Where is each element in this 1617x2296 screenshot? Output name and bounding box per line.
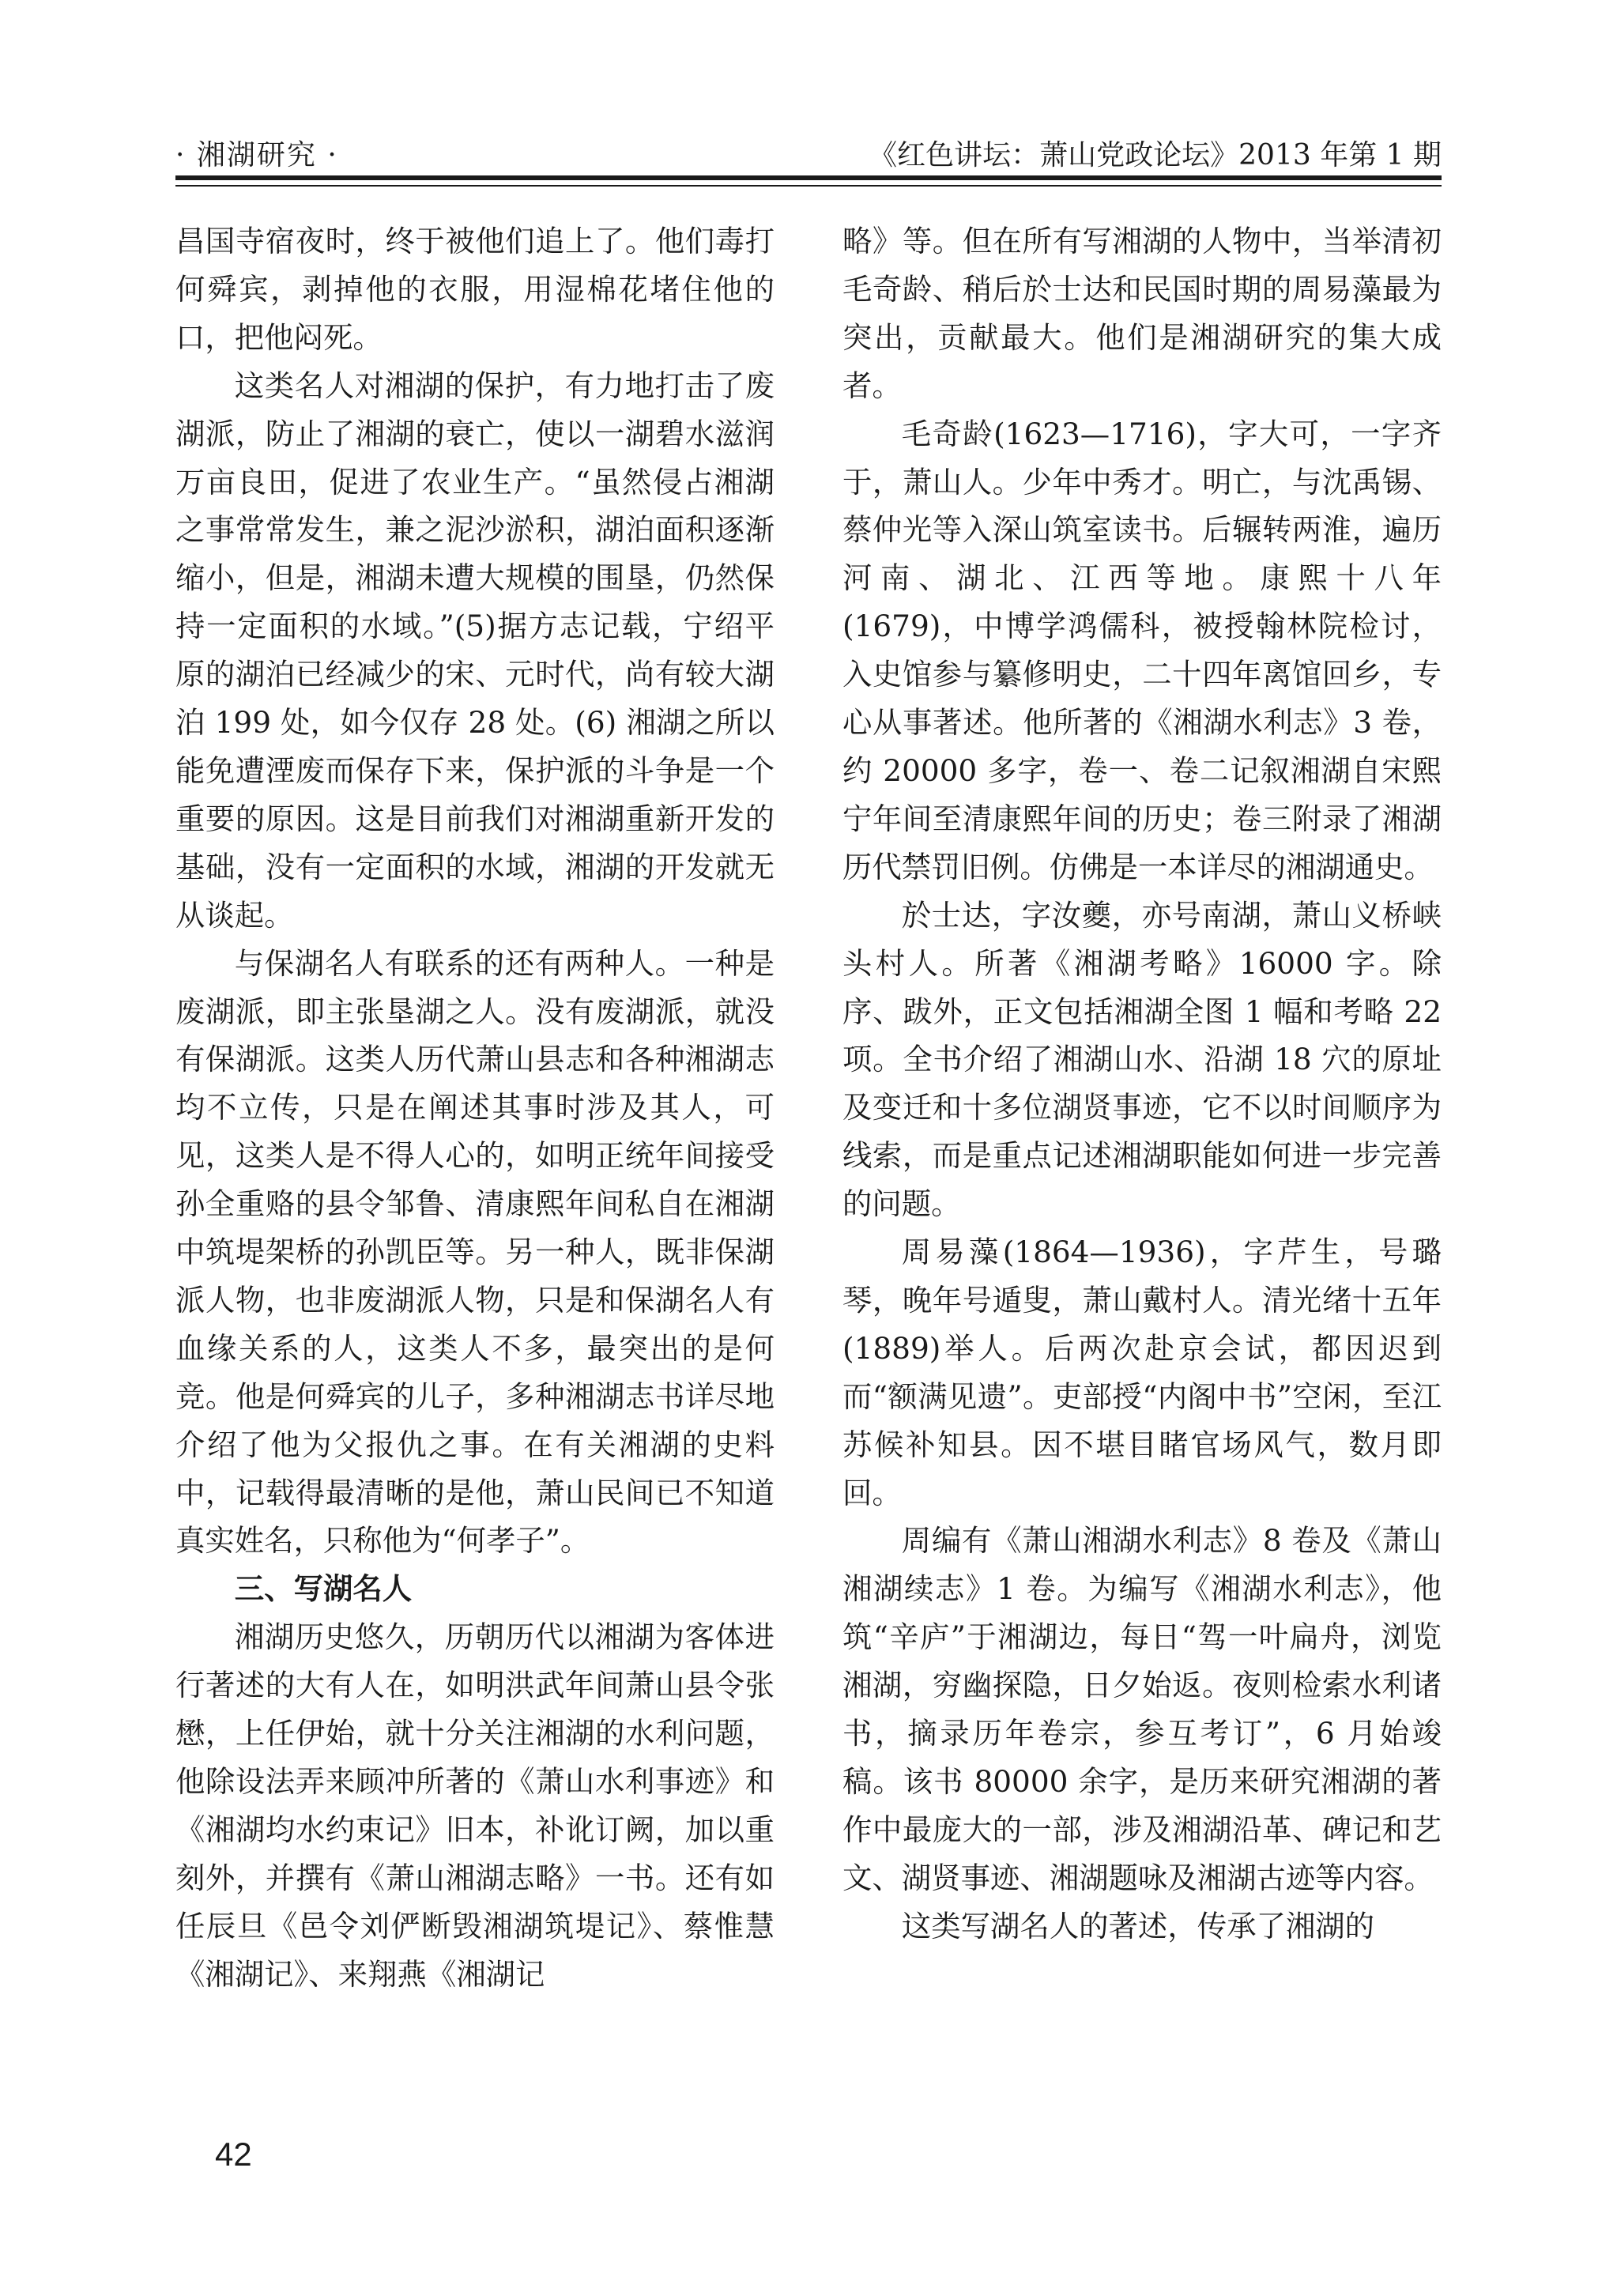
right-column xyxy=(842,217,1442,1951)
paragraph: 与保湖名人有联系的还有两种人。一种是废湖派，即主张垦湖之人。没有废湖派，就没有保湖派。这类人历代萧山县志和各种湘湖志均不立传，只是在阐述其事时涉及其人，可见，这类人是不得人心的，如明正统年间接受孙全重赂的县令邹鲁、清康熙年间私自在湘湖中筑堤架桥的孙凯臣等。另一种人，既非保湖派人物，也非废湖派人物，只是和保湖名人有血缘关系的人，这类人不多，最突出的是何竞。他是何舜宾的儿子，多种湘湖志书详尽地介绍了他为父报仇之事。在有关湘湖的史料中，记载得最清晰的是他，萧山民间已不知道真实姓名，只称他为“何孝子”。 xyxy=(175,945,775,1559)
section-heading: 三、写湖名人 xyxy=(234,1571,413,1607)
header-rule-thin xyxy=(175,185,1442,187)
paragraph: 毛奇龄(1623—1716)，字大可，一字齐于，萧山人。少年中秀才。明亡，与沈禹锡、蔡仲光等入深山筑室读书。后辗转两淮，遍历河南、湖北、江西等地。康熙十八年(1679)，中博学鸿儒科，被授翰林院检讨，入史馆参与纂修明史，二十四年离馆回乡，专心从事著述。他所著的《湘湖水利志》3 卷，约 20000 多字，卷一、卷二记叙湘湖自宋熙宁年间至清康熙年间的历史；卷三附录了湘湖历代禁罚旧例。仿佛是一本详尽的湘湖通史。 xyxy=(842,416,1442,884)
paragraph: 略》等。但在所有写湘湖的人物中，当举清初毛奇龄、稍后於士达和民国时期的周易藻最为突出，贡献最大。他们是湘湖研究的集大成者。 xyxy=(842,224,1442,403)
paragraph: 昌国寺宿夜时，终于被他们追上了。他们毒打何舜宾，剥掉他的衣服，用湿棉花堵住他的口，把他闷死。 xyxy=(175,224,775,355)
journal-issue: 《红色讲坛：萧山党政论坛》2013 年第 1 期 xyxy=(869,139,1442,172)
section-label: · 湘湖研究 · xyxy=(175,139,338,172)
page-number: 42 xyxy=(215,2136,252,2173)
header-rule-thick xyxy=(175,175,1442,180)
left-column xyxy=(175,217,775,1999)
paragraph: 周易藻(1864—1936)，字芹生，号璐琴，晚年号遁叟，萧山戴村人。清光绪十五年(1889)举人。后两次赴京会试，都因迟到而“额满见遗”。吏部授“内阁中书”空闲，至江苏候补知县。因不堪目睹官场风气，数月即回。 xyxy=(842,1235,1442,1510)
paragraph: 周编有《萧山湘湖水利志》8 卷及《萧山湘湖续志》1 卷。为编写《湘湖水利志》，他筑“辛庐”于湘湖边，每日“驾一叶扁舟，浏览湘湖，穷幽探隐，日夕始返。夜则检索水利诸书，摘录历年卷宗，参互考订”，6 月始竣稿。该书 80000 余字，是历来研究湘湖的著作中最庞大的一部，涉及湘湖沿革、碑记和艺文、湖贤事迹、湘湖题咏及湘湖古迹等内容。 xyxy=(842,1523,1442,1895)
running-header xyxy=(175,126,1442,174)
paragraph: 湘湖历史悠久，历朝历代以湘湖为客体进行著述的大有人在，如明洪武年间萧山县令张懋，上任伊始，就十分关注湘湖的水利问题，他除设法弄来顾冲所著的《萧山水利事迹》和《湘湖均水约束记》旧本，补讹订阙，加以重刻外，并撰有《萧山湘湖志略》一书。还有如任辰旦《邑令刘俨断毁湘湖筑堤记》、蔡惟慧《湘湖记》、来翔燕《湘湖记 xyxy=(175,1619,775,1992)
paragraph: 这类名人对湘湖的保护，有力地打击了废湖派，防止了湘湖的衰亡，使以一湖碧水滋润万亩良田，促进了农业生产。“虽然侵占湘湖之事常常发生，兼之泥沙淤积，湖泊面积逐渐缩小，但是，湘湖未遭大规模的围垦，仍然保持一定面积的水域。”(5)据方志记载，宁绍平原的湖泊已经减少的宋、元时代，尚有较大湖泊 199 处，如今仅存 28 处。(6) 湘湖之所以能免遭湮废而保存下来，保护派的斗争是一个重要的原因。这是目前我们对湘湖重新开发的基础，没有一定面积的水域，湘湖的开发就无从谈起。 xyxy=(175,368,775,933)
paragraph: 这类写湖名人的著述，传承了湘湖的 xyxy=(901,1908,1375,1943)
paragraph: 於士达，字汝夔，亦号南湖，萧山义桥峡头村人。所著《湘湖考略》16000 字。除序、跋外，正文包括湘湖全图 1 幅和考略 22 项。全书介绍了湘湖山水、沿湖 18 穴的原址及变迁和十多位湖贤事迹，它不以时间顺序为线索，而是重点记述湘湖职能如何进一步完善的问题。 xyxy=(842,897,1442,1222)
